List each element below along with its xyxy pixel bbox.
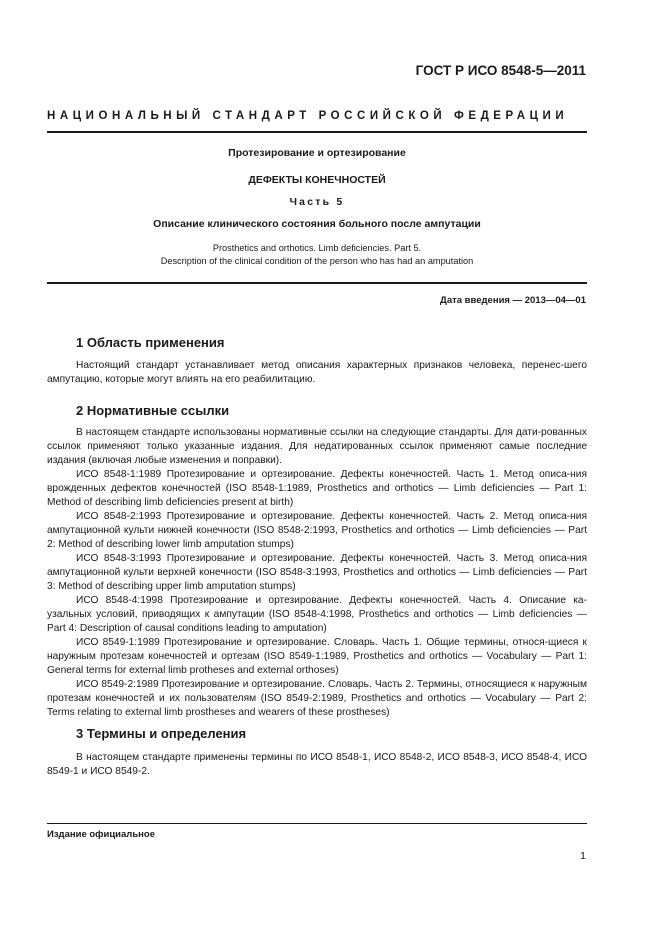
reference-iso-8548-3: ИСО 8548-3:1993 Протезирование и ортезирование. Дефекты конечностей. Часть 3. Метод описа-ния ампутационной культи верхней конечности (ISO 8548-3:1993, Prosthetics and orthotics — Limb deficiencies — Part 3: Method of describing upper limb amputation stumps) [47, 553, 587, 592]
section-3-heading: 3 Термины и определения [76, 726, 247, 741]
paragraph: В настоящем стандарте применены термины по ИСО 8548-1, ИСО 8548-2, ИСО 8548-3, ИСО 8548-4, ИСО 8549-1 и ИСО 8549-2. [47, 752, 587, 777]
title-divider [47, 282, 587, 284]
title-main: ДЕФЕКТЫ КОНЕЧНОСТЕЙ [248, 174, 386, 186]
effective-date: Дата введения — 2013—04—01 [440, 295, 586, 306]
document-number: ГОСТ Р ИСО 8548-5—2011 [415, 63, 586, 78]
section-2-body [47, 426, 587, 720]
footer-divider [47, 823, 587, 824]
section-2-heading: 2 Нормативные ссылки [76, 403, 230, 418]
english-title-line-2: Description of the clinical condition of the person who has had an amputation [160, 256, 474, 266]
reference-iso-8548-2: ИСО 8548-2:1993 Протезирование и ортезирование. Дефекты конечностей. Часть 2. Метод описа-ния ампутационной культи нижней конечности (ISO 8548-2:1993, Prosthetics and orthotics — Limb deficiencies — Part 2: Method of describing lower limb amputation stumps) [47, 511, 587, 550]
reference-iso-8548-4: ИСО 8548-4:1998 Протезирование и ортезирование. Дефекты конечностей. Часть 4. Описание ка-узальных условий, приводящих к ампутации (ISO 8548-4:1998, Prosthetics and orthotics — Limb deficiencies — Part 4: Description of causal conditions leading to amputation) [47, 595, 587, 634]
reference-iso-8549-2: ИСО 8549-2:1989 Протезирование и ортезирование. Словарь. Часть 2. Термины, относящиеся к наружным протезам конечностей и их пользователям (ISO 8549-2:1989, Prosthetics and orthotics — Vocabulary — Part 2: Terms relating to external limb prostheses and wearers of these prostheses) [47, 679, 587, 718]
national-standard-banner: НАЦИОНАЛЬНЫЙ СТАНДАРТ РОССИЙСКОЙ ФЕДЕРАЦИИ [47, 110, 569, 122]
english-title-line-1: Prosthetics and orthotics. Limb deficiencies. Part 5. [212, 243, 422, 253]
title-part: Часть 5 [289, 196, 345, 208]
title-description: Описание клинического состояния больного после ампутации [153, 218, 481, 230]
paragraph: В настоящем стандарте использованы нормативные ссылки на следующие стандарты. Для дати-рованных ссылок применяют только указанные издания. Для недатированных ссылок применяют самые последние издания (включая любые изменения и поправки). [47, 427, 587, 466]
section-1-heading: 1 Область применения [76, 335, 225, 350]
top-divider [47, 131, 587, 133]
page-number: 1 [580, 850, 586, 862]
reference-iso-8548-1: ИСО 8548-1:1989 Протезирование и ортезирование. Дефекты конечностей. Часть 1. Метод описа-ния врожденных дефектов конечностей (ISO 8548-1:1989, Prosthetics and orthotics — Limb deficiencies — Part 1: Method of describing limb deficiencies present at birth) [47, 469, 587, 508]
paragraph: Настоящий стандарт устанавливает метод описания характерных признаков человека, перенес-шего ампутацию, которые могут влиять на его реабилитацию. [47, 360, 587, 385]
reference-iso-8549-1: ИСО 8549-1:1989 Протезирование и ортезирование. Словарь. Часть 1. Общие термины, относя-щиеся к наружным протезам конечностей и ортезам (ISO 8549-1:1989, Prosthetics and orthotics — Vocabulary — Part 1: General terms for external limb protheses and external orthoses) [47, 637, 587, 676]
section-1-body [47, 359, 587, 387]
title-subject: Протезирование и ортезирование [228, 147, 406, 159]
section-3-body [47, 751, 587, 779]
edition-label: Издание официальное [47, 829, 155, 840]
